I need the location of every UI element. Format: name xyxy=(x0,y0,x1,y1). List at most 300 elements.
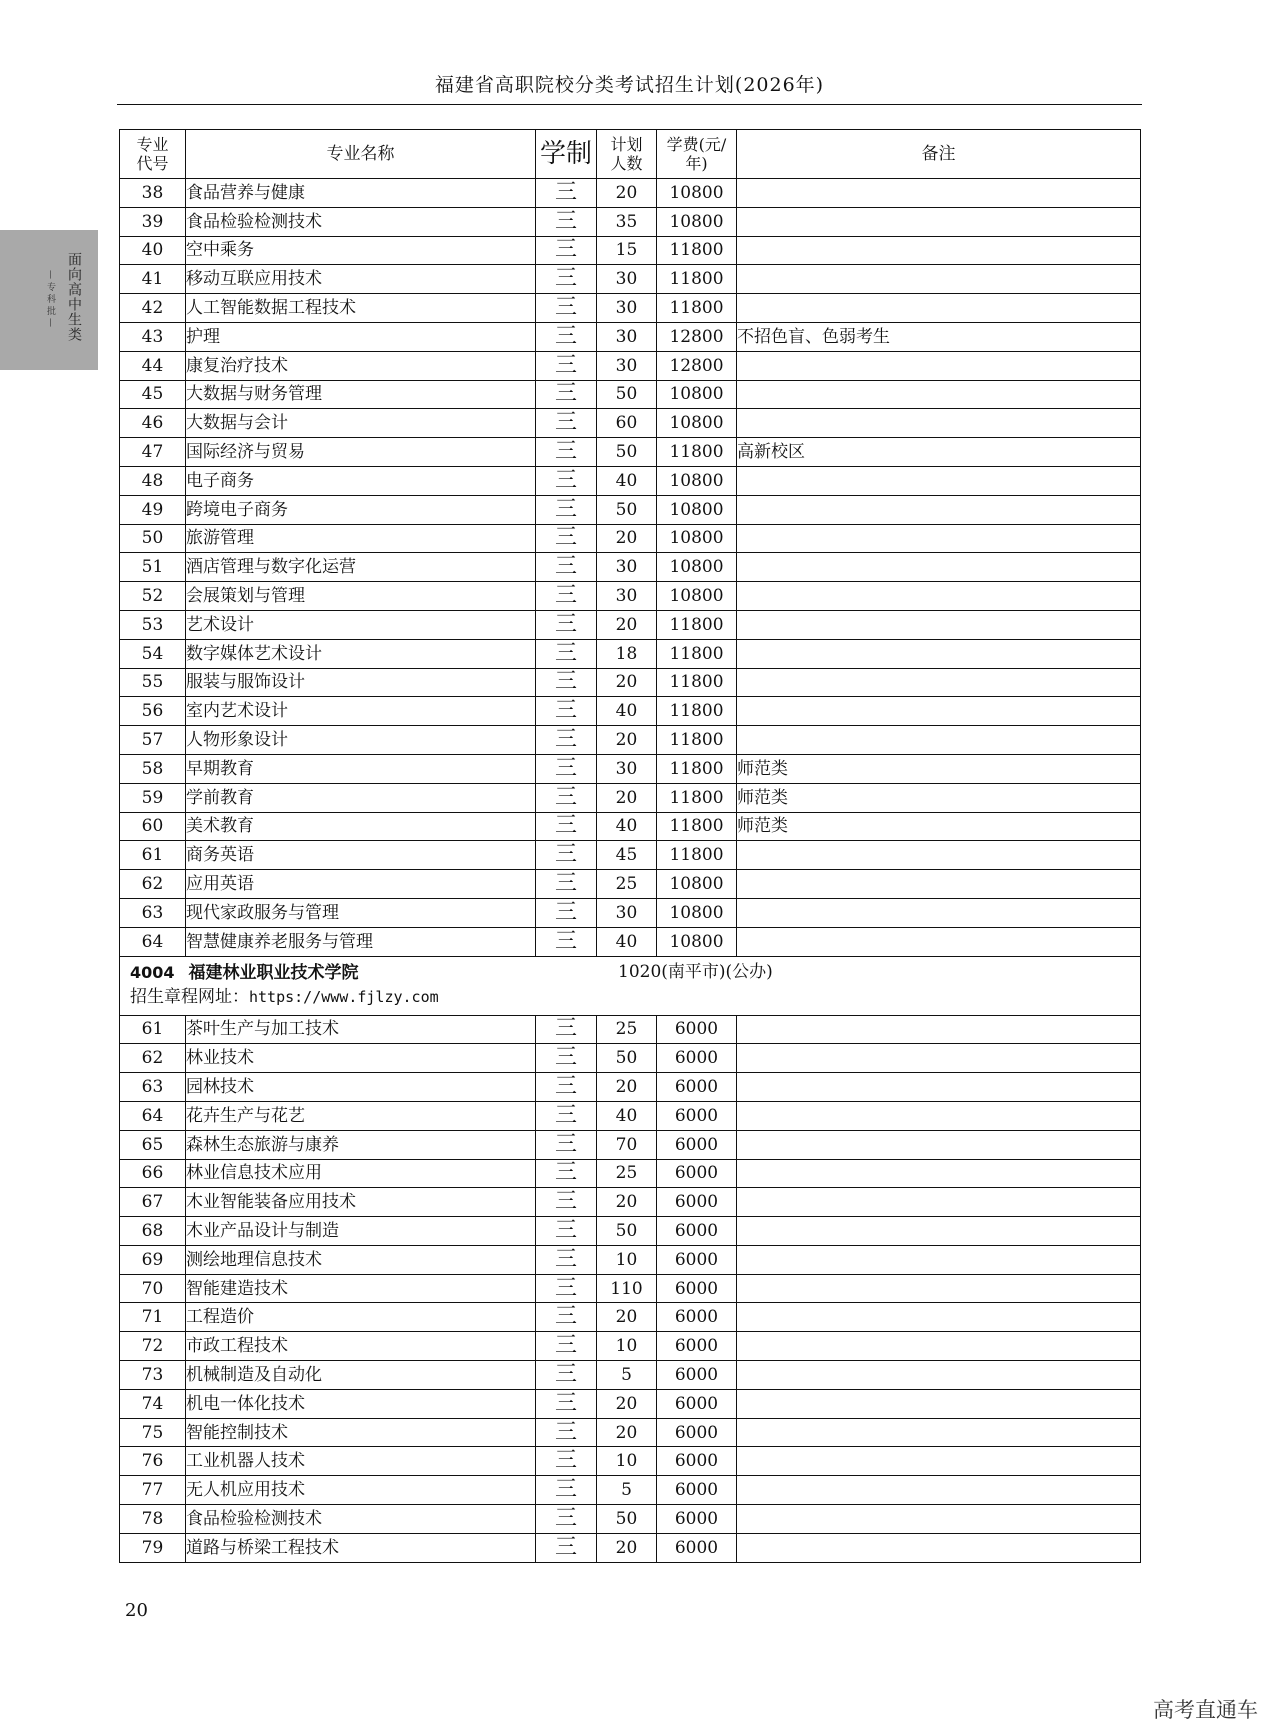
cell-duration: 三 xyxy=(536,207,597,236)
cell-fee: 6000 xyxy=(657,1159,737,1188)
rows-section-b xyxy=(120,1015,1141,1562)
cell-fee: 6000 xyxy=(657,1361,737,1390)
table-row xyxy=(120,1245,1141,1274)
cell-fee: 10800 xyxy=(657,927,737,956)
cell-note xyxy=(737,524,1141,553)
cell-code: 72 xyxy=(120,1332,186,1361)
page-number: 20 xyxy=(125,1600,148,1621)
cell-duration: 三 xyxy=(536,438,597,467)
table-row xyxy=(120,1130,1141,1159)
cell-quota: 40 xyxy=(597,1101,657,1130)
cell-note xyxy=(737,409,1141,438)
cell-note xyxy=(737,1101,1141,1130)
cell-code: 46 xyxy=(120,409,186,438)
cell-quota: 5 xyxy=(597,1361,657,1390)
cell-quota: 20 xyxy=(597,1418,657,1447)
cell-major-name: 酒店管理与数字化运营 xyxy=(186,553,536,582)
table-row xyxy=(120,495,1141,524)
header-quota: 计划人数 xyxy=(597,130,657,179)
cell-note xyxy=(737,697,1141,726)
cell-fee: 11800 xyxy=(657,294,737,323)
cell-quota: 50 xyxy=(597,1505,657,1534)
cell-major-name: 现代家政服务与管理 xyxy=(186,898,536,927)
cell-fee: 11800 xyxy=(657,265,737,294)
cell-code: 74 xyxy=(120,1389,186,1418)
cell-duration: 三 xyxy=(536,1303,597,1332)
table-row xyxy=(120,1332,1141,1361)
table-row xyxy=(120,1073,1141,1102)
cell-duration: 三 xyxy=(536,870,597,899)
cell-code: 49 xyxy=(120,495,186,524)
cell-code: 59 xyxy=(120,783,186,812)
cell-major-name: 国际经济与贸易 xyxy=(186,438,536,467)
cell-duration: 三 xyxy=(536,351,597,380)
cell-note xyxy=(737,870,1141,899)
table-row xyxy=(120,726,1141,755)
cell-major-name: 大数据与财务管理 xyxy=(186,380,536,409)
cell-note xyxy=(737,351,1141,380)
side-tab xyxy=(0,230,98,370)
cell-code: 44 xyxy=(120,351,186,380)
cell-major-name: 智能控制技术 xyxy=(186,1418,536,1447)
cell-major-name: 机电一体化技术 xyxy=(186,1389,536,1418)
side-tab-sub-label: —专科批— xyxy=(45,270,55,330)
cell-major-name: 花卉生产与花艺 xyxy=(186,1101,536,1130)
cell-major-name: 食品检验检测技术 xyxy=(186,1505,536,1534)
cell-duration: 三 xyxy=(536,1332,597,1361)
cell-code: 64 xyxy=(120,1101,186,1130)
cell-major-name: 林业信息技术应用 xyxy=(186,1159,536,1188)
cell-duration: 三 xyxy=(536,754,597,783)
cell-duration: 三 xyxy=(536,1361,597,1390)
institution-url-link[interactable]: https://www.fjlzy.com xyxy=(249,987,439,1006)
cell-code: 69 xyxy=(120,1245,186,1274)
table-row xyxy=(120,294,1141,323)
cell-duration: 三 xyxy=(536,236,597,265)
cell-major-name: 木业产品设计与制造 xyxy=(186,1217,536,1246)
cell-note xyxy=(737,1389,1141,1418)
cell-note xyxy=(737,380,1141,409)
cell-quota: 50 xyxy=(597,495,657,524)
institution-code: 4004 xyxy=(130,962,175,982)
cell-quota: 35 xyxy=(597,207,657,236)
cell-fee: 6000 xyxy=(657,1303,737,1332)
cell-quota: 30 xyxy=(597,294,657,323)
cell-fee: 12800 xyxy=(657,322,737,351)
cell-duration: 三 xyxy=(536,1073,597,1102)
cell-major-name: 工业机器人技术 xyxy=(186,1447,536,1476)
cell-major-name: 茶叶生产与加工技术 xyxy=(186,1015,536,1044)
table-row xyxy=(120,870,1141,899)
cell-quota: 20 xyxy=(597,1389,657,1418)
cell-duration: 三 xyxy=(536,582,597,611)
cell-code: 43 xyxy=(120,322,186,351)
cell-fee: 10800 xyxy=(657,870,737,899)
cell-fee: 6000 xyxy=(657,1505,737,1534)
cell-note xyxy=(737,1361,1141,1390)
cell-duration: 三 xyxy=(536,639,597,668)
cell-note xyxy=(737,495,1141,524)
cell-code: 60 xyxy=(120,812,186,841)
cell-note xyxy=(737,1418,1141,1447)
cell-fee: 11800 xyxy=(657,697,737,726)
table-row xyxy=(120,553,1141,582)
watermark-text: 高考直通车 xyxy=(1153,1698,1258,1722)
cell-duration: 三 xyxy=(536,1533,597,1562)
cell-note xyxy=(737,668,1141,697)
cell-note xyxy=(737,236,1141,265)
cell-major-name: 道路与桥梁工程技术 xyxy=(186,1533,536,1562)
cell-fee: 10800 xyxy=(657,409,737,438)
cell-quota: 30 xyxy=(597,553,657,582)
cell-fee: 6000 xyxy=(657,1217,737,1246)
cell-quota: 40 xyxy=(597,697,657,726)
cell-quota: 10 xyxy=(597,1447,657,1476)
cell-note xyxy=(737,1159,1141,1188)
cell-code: 51 xyxy=(120,553,186,582)
cell-code: 68 xyxy=(120,1217,186,1246)
cell-code: 53 xyxy=(120,610,186,639)
cell-fee: 11800 xyxy=(657,438,737,467)
cell-quota: 50 xyxy=(597,380,657,409)
table-header-row xyxy=(120,130,1141,179)
cell-major-name: 移动互联应用技术 xyxy=(186,265,536,294)
cell-quota: 70 xyxy=(597,1130,657,1159)
cell-duration: 三 xyxy=(536,495,597,524)
cell-fee: 10800 xyxy=(657,207,737,236)
cell-fee: 6000 xyxy=(657,1130,737,1159)
table-row xyxy=(120,265,1141,294)
cell-note xyxy=(737,1217,1141,1246)
cell-note xyxy=(737,927,1141,956)
table-row xyxy=(120,207,1141,236)
cell-note xyxy=(737,265,1141,294)
cell-fee: 6000 xyxy=(657,1418,737,1447)
table-row xyxy=(120,668,1141,697)
cell-code: 61 xyxy=(120,841,186,870)
cell-note xyxy=(737,639,1141,668)
cell-duration: 三 xyxy=(536,466,597,495)
table-row xyxy=(120,1389,1141,1418)
cell-duration: 三 xyxy=(536,1418,597,1447)
cell-duration: 三 xyxy=(536,524,597,553)
cell-note xyxy=(737,841,1141,870)
cell-duration: 三 xyxy=(536,783,597,812)
institution-row xyxy=(120,956,1141,1015)
cell-code: 65 xyxy=(120,1130,186,1159)
cell-major-name: 食品检验检测技术 xyxy=(186,207,536,236)
cell-fee: 6000 xyxy=(657,1101,737,1130)
cell-major-name: 智能建造技术 xyxy=(186,1274,536,1303)
cell-major-name: 艺术设计 xyxy=(186,610,536,639)
cell-code: 48 xyxy=(120,466,186,495)
table-row xyxy=(120,639,1141,668)
cell-duration: 三 xyxy=(536,409,597,438)
cell-duration: 三 xyxy=(536,1188,597,1217)
cell-quota: 40 xyxy=(597,812,657,841)
cell-major-name: 空中乘务 xyxy=(186,236,536,265)
table-row xyxy=(120,1361,1141,1390)
cell-note xyxy=(737,553,1141,582)
cell-code: 79 xyxy=(120,1533,186,1562)
table-row xyxy=(120,1217,1141,1246)
header-name: 专业名称 xyxy=(186,130,536,179)
cell-note xyxy=(737,207,1141,236)
cell-code: 64 xyxy=(120,927,186,956)
cell-code: 42 xyxy=(120,294,186,323)
cell-note xyxy=(737,1274,1141,1303)
cell-note xyxy=(737,294,1141,323)
cell-note xyxy=(737,1533,1141,1562)
cell-major-name: 市政工程技术 xyxy=(186,1332,536,1361)
cell-code: 45 xyxy=(120,380,186,409)
cell-code: 56 xyxy=(120,697,186,726)
cell-duration: 三 xyxy=(536,265,597,294)
cell-code: 76 xyxy=(120,1447,186,1476)
cell-fee: 6000 xyxy=(657,1389,737,1418)
cell-code: 57 xyxy=(120,726,186,755)
cell-code: 70 xyxy=(120,1274,186,1303)
cell-duration: 三 xyxy=(536,1245,597,1274)
table-row xyxy=(120,610,1141,639)
cell-code: 40 xyxy=(120,236,186,265)
table-row xyxy=(120,322,1141,351)
institution-name: 福建林业职业技术学院 xyxy=(188,962,359,983)
table-row xyxy=(120,927,1141,956)
header-note: 备注 xyxy=(737,130,1141,179)
cell-quota: 30 xyxy=(597,754,657,783)
cell-note: 师范类 xyxy=(737,812,1141,841)
table-row xyxy=(120,1418,1141,1447)
cell-code: 63 xyxy=(120,898,186,927)
cell-duration: 三 xyxy=(536,1274,597,1303)
cell-quota: 30 xyxy=(597,322,657,351)
cell-note xyxy=(737,610,1141,639)
cell-quota: 50 xyxy=(597,438,657,467)
cell-quota: 20 xyxy=(597,1073,657,1102)
cell-duration: 三 xyxy=(536,1159,597,1188)
cell-duration: 三 xyxy=(536,1217,597,1246)
cell-quota: 20 xyxy=(597,610,657,639)
table-row xyxy=(120,754,1141,783)
cell-fee: 6000 xyxy=(657,1245,737,1274)
cell-major-name: 学前教育 xyxy=(186,783,536,812)
cell-major-name: 测绘地理信息技术 xyxy=(186,1245,536,1274)
cell-code: 62 xyxy=(120,870,186,899)
rows-section-a xyxy=(120,179,1141,957)
cell-quota: 20 xyxy=(597,783,657,812)
cell-duration: 三 xyxy=(536,1389,597,1418)
cell-fee: 10800 xyxy=(657,466,737,495)
cell-duration: 三 xyxy=(536,1101,597,1130)
cell-fee: 10800 xyxy=(657,495,737,524)
cell-duration: 三 xyxy=(536,1447,597,1476)
cell-fee: 11800 xyxy=(657,236,737,265)
cell-fee: 11800 xyxy=(657,841,737,870)
cell-note xyxy=(737,726,1141,755)
cell-duration: 三 xyxy=(536,697,597,726)
cell-code: 75 xyxy=(120,1418,186,1447)
table-row xyxy=(120,582,1141,611)
cell-major-name: 人物形象设计 xyxy=(186,726,536,755)
cell-duration: 三 xyxy=(536,1015,597,1044)
cell-major-name: 森林生态旅游与康养 xyxy=(186,1130,536,1159)
cell-major-name: 服装与服饰设计 xyxy=(186,668,536,697)
cell-note: 师范类 xyxy=(737,754,1141,783)
cell-quota: 10 xyxy=(597,1245,657,1274)
cell-quota: 60 xyxy=(597,409,657,438)
header-duration: 学制 xyxy=(536,130,597,179)
cell-fee: 10800 xyxy=(657,179,737,208)
cell-fee: 11800 xyxy=(657,783,737,812)
cell-fee: 11800 xyxy=(657,668,737,697)
cell-duration: 三 xyxy=(536,1476,597,1505)
cell-quota: 50 xyxy=(597,1217,657,1246)
cell-code: 58 xyxy=(120,754,186,783)
cell-major-name: 早期教育 xyxy=(186,754,536,783)
table-row xyxy=(120,380,1141,409)
cell-major-name: 大数据与会计 xyxy=(186,409,536,438)
cell-code: 71 xyxy=(120,1303,186,1332)
table-row xyxy=(120,1303,1141,1332)
cell-note xyxy=(737,1044,1141,1073)
header-code: 专业代号 xyxy=(120,130,186,179)
cell-major-name: 康复治疗技术 xyxy=(186,351,536,380)
cell-major-name: 旅游管理 xyxy=(186,524,536,553)
cell-quota: 15 xyxy=(597,236,657,265)
cell-quota: 50 xyxy=(597,1044,657,1073)
cell-code: 38 xyxy=(120,179,186,208)
cell-note xyxy=(737,582,1141,611)
cell-fee: 6000 xyxy=(657,1188,737,1217)
cell-quota: 5 xyxy=(597,1476,657,1505)
cell-code: 77 xyxy=(120,1476,186,1505)
cell-duration: 三 xyxy=(536,179,597,208)
cell-code: 67 xyxy=(120,1188,186,1217)
table-row xyxy=(120,236,1141,265)
table-row xyxy=(120,1476,1141,1505)
cell-code: 41 xyxy=(120,265,186,294)
institution-quota-info: 1020(南平市)(公办) xyxy=(618,961,773,982)
cell-quota: 20 xyxy=(597,668,657,697)
header-rule xyxy=(117,104,1142,105)
side-tab-main-label: 面向高中生类 xyxy=(66,252,82,342)
cell-major-name: 智慧健康养老服务与管理 xyxy=(186,927,536,956)
cell-note xyxy=(737,1476,1141,1505)
cell-major-name: 美术教育 xyxy=(186,812,536,841)
cell-fee: 11800 xyxy=(657,812,737,841)
cell-major-name: 食品营养与健康 xyxy=(186,179,536,208)
table-row xyxy=(120,524,1141,553)
cell-duration: 三 xyxy=(536,294,597,323)
cell-fee: 6000 xyxy=(657,1476,737,1505)
cell-fee: 6000 xyxy=(657,1533,737,1562)
cell-major-name: 数字媒体艺术设计 xyxy=(186,639,536,668)
cell-major-name: 会展策划与管理 xyxy=(186,582,536,611)
cell-major-name: 园林技术 xyxy=(186,1073,536,1102)
cell-quota: 30 xyxy=(597,898,657,927)
table-row xyxy=(120,1188,1141,1217)
cell-quota: 30 xyxy=(597,351,657,380)
table-row xyxy=(120,1101,1141,1130)
cell-code: 61 xyxy=(120,1015,186,1044)
cell-note xyxy=(737,1245,1141,1274)
cell-code: 66 xyxy=(120,1159,186,1188)
cell-major-name: 商务英语 xyxy=(186,841,536,870)
cell-fee: 10800 xyxy=(657,553,737,582)
cell-fee: 11800 xyxy=(657,639,737,668)
table-row xyxy=(120,1505,1141,1534)
cell-fee: 6000 xyxy=(657,1044,737,1073)
cell-fee: 6000 xyxy=(657,1274,737,1303)
cell-note: 高新校区 xyxy=(737,438,1141,467)
cell-note xyxy=(737,1130,1141,1159)
cell-quota: 20 xyxy=(597,179,657,208)
table-row xyxy=(120,697,1141,726)
cell-fee: 6000 xyxy=(657,1447,737,1476)
cell-quota: 25 xyxy=(597,1159,657,1188)
cell-duration: 三 xyxy=(536,898,597,927)
cell-quota: 30 xyxy=(597,582,657,611)
table-row xyxy=(120,783,1141,812)
cell-code: 47 xyxy=(120,438,186,467)
cell-fee: 10800 xyxy=(657,898,737,927)
table-row xyxy=(120,1533,1141,1562)
cell-major-name: 电子商务 xyxy=(186,466,536,495)
cell-quota: 40 xyxy=(597,466,657,495)
cell-fee: 10800 xyxy=(657,582,737,611)
enrollment-plan-table xyxy=(119,129,1141,1563)
cell-major-name: 木业智能装备应用技术 xyxy=(186,1188,536,1217)
cell-fee: 11800 xyxy=(657,754,737,783)
cell-code: 62 xyxy=(120,1044,186,1073)
cell-duration: 三 xyxy=(536,1505,597,1534)
cell-duration: 三 xyxy=(536,553,597,582)
cell-quota: 110 xyxy=(597,1274,657,1303)
cell-note xyxy=(737,1015,1141,1044)
table-row xyxy=(120,1447,1141,1476)
cell-quota: 20 xyxy=(597,524,657,553)
table-row xyxy=(120,812,1141,841)
table-row xyxy=(120,898,1141,927)
cell-code: 54 xyxy=(120,639,186,668)
cell-fee: 6000 xyxy=(657,1015,737,1044)
cell-duration: 三 xyxy=(536,841,597,870)
cell-duration: 三 xyxy=(536,322,597,351)
institution-cell xyxy=(120,956,1141,1015)
cell-quota: 10 xyxy=(597,1332,657,1361)
cell-note: 师范类 xyxy=(737,783,1141,812)
table-row xyxy=(120,466,1141,495)
institution-url-label: 招生章程网址： xyxy=(130,986,249,1007)
cell-quota: 20 xyxy=(597,1188,657,1217)
cell-duration: 三 xyxy=(536,380,597,409)
cell-note xyxy=(737,1073,1141,1102)
cell-quota: 45 xyxy=(597,841,657,870)
cell-fee: 11800 xyxy=(657,610,737,639)
cell-code: 63 xyxy=(120,1073,186,1102)
cell-note xyxy=(737,1303,1141,1332)
cell-quota: 25 xyxy=(597,870,657,899)
cell-note xyxy=(737,898,1141,927)
cell-quota: 20 xyxy=(597,726,657,755)
table-row xyxy=(120,438,1141,467)
table-row xyxy=(120,1159,1141,1188)
cell-duration: 三 xyxy=(536,1130,597,1159)
table-row xyxy=(120,1015,1141,1044)
cell-quota: 30 xyxy=(597,265,657,294)
cell-note xyxy=(737,1332,1141,1361)
